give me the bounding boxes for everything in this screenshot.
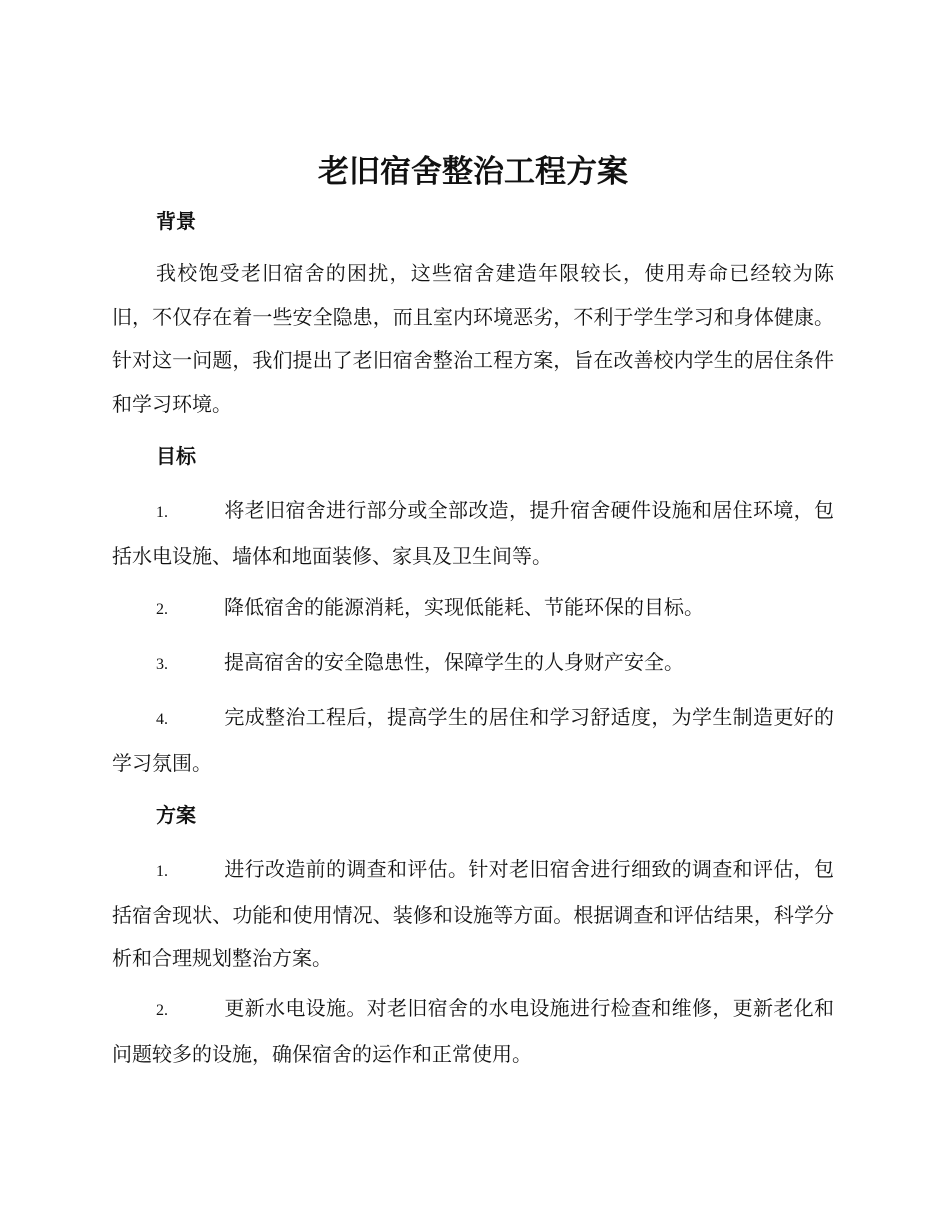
section-heading-goals: 目标 <box>156 444 196 468</box>
section-heading-background: 背景 <box>156 209 196 233</box>
plan-item <box>112 848 834 981</box>
goal-item <box>112 586 834 632</box>
list-number: 4. <box>156 711 168 728</box>
list-number: 3. <box>156 656 168 673</box>
list-number: 2. <box>156 1002 168 1019</box>
document-title: 老旧宿舍整治工程方案 <box>318 154 628 190</box>
list-number: 1. <box>156 504 168 521</box>
goal-item <box>112 696 834 785</box>
list-item-text: 将老旧宿舍进行部分或全部改造，提升宿舍硬件设施和居住环境，包括水电设施、墙体和地面装修、家具及卫生间等。 <box>112 498 834 568</box>
list-item-text: 降低宿舍的能源消耗，实现低能耗、节能环保的目标。 <box>224 595 704 619</box>
background-paragraph: 我校饱受老旧宿舍的困扰，这些宿舍建造年限较长，使用寿命已经较为陈旧，不仅存在着一些安全隐患，而且室内环境恶劣，不利于学生学习和身体健康。针对这一问题，我们提出了老旧宿舍整治工程方案，旨在改善校内学生的居住条件和学习环境。 <box>112 261 834 416</box>
list-item-text: 更新水电设施。对老旧宿舍的水电设施进行检查和维修，更新老化和问题较多的设施，确保宿舍的运作和正常使用。 <box>112 996 834 1066</box>
list-item-text: 进行改造前的调查和评估。针对老旧宿舍进行细致的调查和评估，包括宿舍现状、功能和使用情况、装修和设施等方面。根据调查和评估结果，科学分析和合理规划整治方案。 <box>112 857 834 970</box>
section-heading-plan: 方案 <box>156 803 196 827</box>
plan-item <box>112 987 834 1076</box>
list-item-text: 提高宿舍的安全隐患性，保障学生的人身财产安全。 <box>224 650 684 674</box>
list-number: 1. <box>156 863 168 880</box>
list-item-text: 完成整治工程后，提高学生的居住和学习舒适度，为学生制造更好的学习氛围。 <box>112 705 834 775</box>
goal-item <box>112 641 834 687</box>
goal-item <box>112 489 834 578</box>
list-number: 2. <box>156 601 168 618</box>
